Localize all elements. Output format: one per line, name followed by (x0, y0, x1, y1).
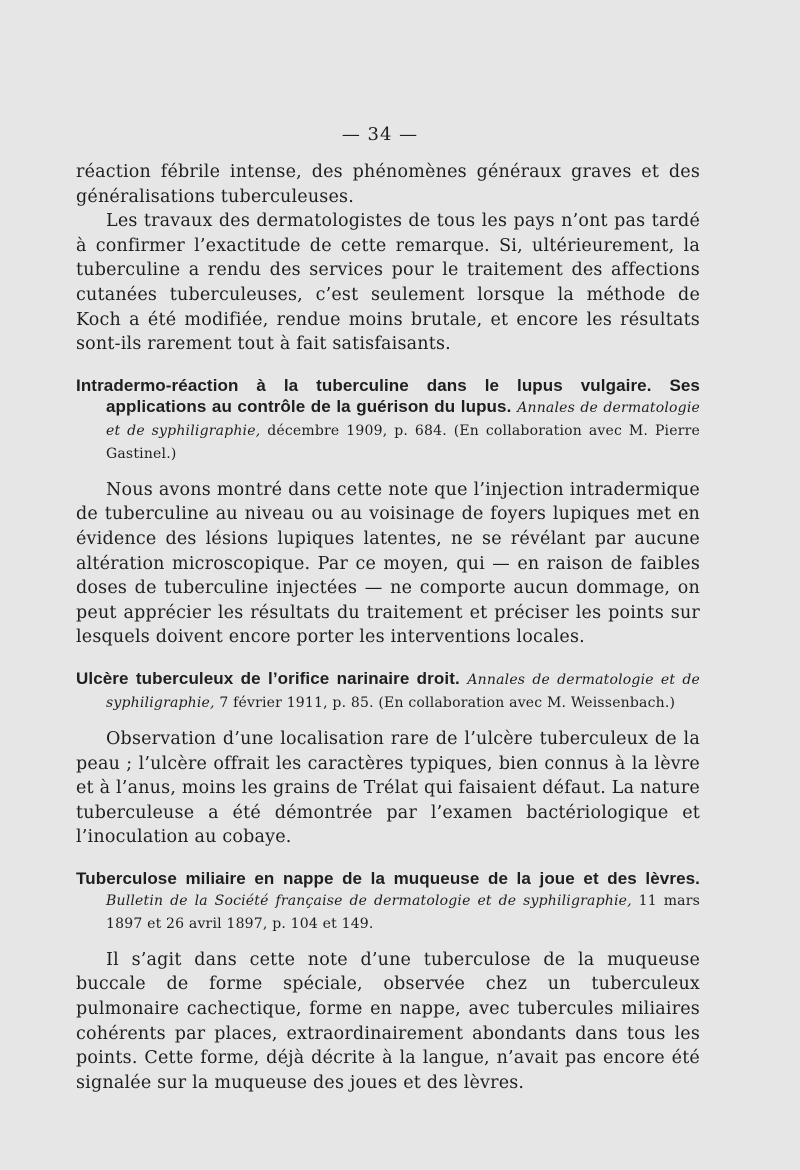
reference-journal: Bulletin de la Société française de dermatologie et de syphiligraphie, (106, 892, 632, 909)
reference-journal: Annales de dermatologie et de syphiligraphie, (106, 399, 700, 439)
reference-journal: Annales de dermatologie et de syphiligraphie, (106, 671, 700, 711)
section-heading (76, 868, 700, 935)
reference-details: décembre 1909, p. 684. (En collaboration avec M. Pierre Gastinel.) (106, 422, 700, 462)
page-number: — 34 — (341, 124, 419, 145)
page-content (76, 160, 700, 1095)
section-body: Nous avons montré dans cette note que l’injection intradermique de tuberculine au niveau ou au voisinage de foyers lupiques met en évidence des lésions lupiques latentes, ne se révélant par aucune altération microscopique. Par ce moyen, qui — en raison de faibles doses de tuberculine injectées — ne comporte aucun dommage, on peut apprécier les résultats du traitement et préciser les points sur lesquels doivent encore porter les interventions locales. (76, 479, 700, 648)
section-title: Ulcère tuberculeux de l’orifice narinaire droit. (76, 668, 460, 688)
section-tuberculose-miliaire (76, 868, 700, 1096)
reference-details: 11 mars 1897 et 26 avril 1897, p. 104 et 149. (106, 892, 700, 932)
section-body: Il s’agit dans cette note d’une tuberculose de la muqueuse buccale de forme spéciale, observée chez un tuberculeux pulmonaire cachectique, forme en nappe, avec tubercules miliaires cohérents par places, extraordinairement abondants dans tous les points. Cette forme, déjà décrite à la langue, n’avait pas encore été signalée sur la muqueuse des joues et des lèvres. (76, 949, 700, 1093)
intro-paragraph: Les travaux des dermatologistes de tous les pays n’ont pas tardé à confirmer l’exactitude de cette remarque. Si, ultérieurement, la tuberculine a rendu des services pour le traitement des affections cutanées tuberculeuses, c’est seulement lorsque la méthode de Koch a été modifiée, rendue moins brutale, et encore les résultats sont-ils rarement tout à fait satisfaisants. (76, 211, 700, 355)
continued-paragraph: réaction fébrile intense, des phénomènes généraux graves et des généralisations tuberculeuses. (76, 162, 700, 207)
section-body: Observation d’une localisation rare de l’ulcère tuberculeux de la peau ; l’ulcère offrait les caractères typiques, bien connus à la lèvre et à l’anus, moins les grains de Trélat qui faisaient défaut. La nature tuberculeuse a été démontrée par l’examen bactériologique et l’inoculation au cobaye. (76, 728, 700, 848)
section-heading (76, 375, 700, 465)
section-intradermo-reaction (76, 375, 700, 650)
section-ulcere-tuberculeux (76, 668, 700, 850)
section-reference (106, 893, 700, 932)
section-title: Intradermo-réaction à la tuberculine dans le lupus vulgaire. Ses applications au contrôle de la guérison du lupus. (76, 375, 700, 416)
section-heading (76, 668, 700, 714)
reference-details: 7 février 1911, p. 85. (En collaboration avec M. Weissenbach.) (219, 694, 676, 711)
section-title: Tuberculose miliaire en nappe de la muqueuse de la joue et des lèvres. (76, 868, 700, 888)
